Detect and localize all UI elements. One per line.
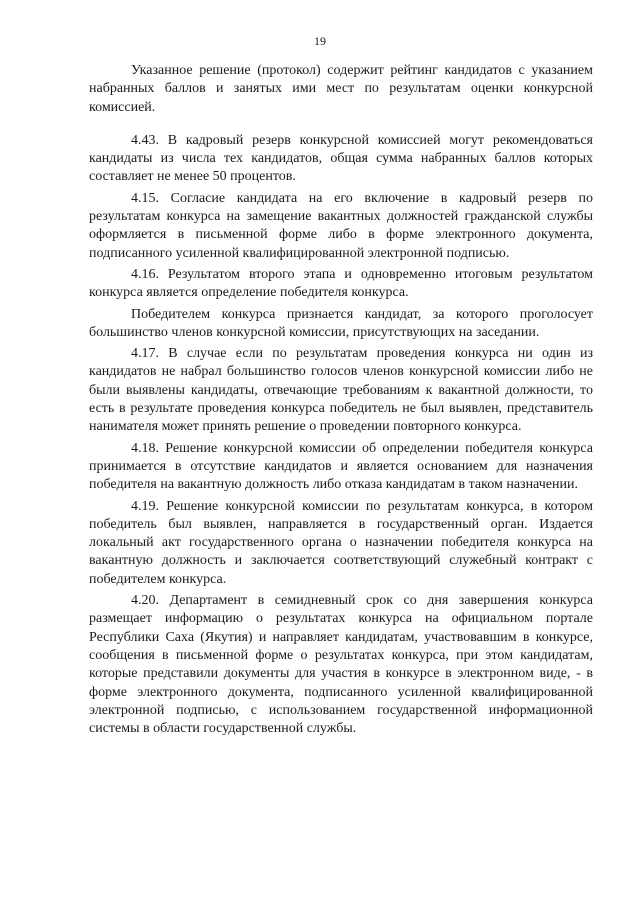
document-body	[89, 62, 593, 738]
paragraph-4-15: 4.15. Согласие кандидата на его включение в кадровый резерв по результатам конкурса на замещение вакантных должностей гражданской службы оформляется в письменной форме либо в форме электронного документа, подписанного усиленной квалифицированной электронной подписью.	[89, 190, 593, 261]
paragraph-4-16: 4.16. Результатом второго этапа и одновременно итоговым результатом конкурса является определение победителя конкурса.	[89, 266, 593, 301]
paragraph-4-18: 4.18. Решение конкурсной комиссии об определении победителя конкурса принимается в отсутствие кандидатов и является основанием для назначения победителя на вакантную должность либо отказа кандидатам в таком назначении.	[89, 440, 593, 493]
page-number: 19	[314, 34, 326, 48]
paragraph-4-20: 4.20. Департамент в семидневный срок со дня завершения конкурса размещает информацию о результатах конкурса на официальном портале Республики Саха (Якутия) и направляет кандидатам, участвовавшим в конкурсе, сообщения в письменной форме о результатах конкурса, при этом кандидатам, которые представили документы для участия в конкурсе в электронном виде, - в форме электронного документа, подписанного усиленной квалифицированной электронной подписью, с использованием государственной информационной системы в области государственной службы.	[89, 593, 593, 737]
paragraph-4-43: 4.43. В кадровый резерв конкурсной комиссией могут рекомендоваться кандидаты из числа тех кандидатов, общая сумма набранных баллов которых составляет не менее 50 процентов.	[89, 132, 593, 185]
paragraph-rating-protocol: Указанное решение (протокол) содержит рейтинг кандидатов с указанием набранных баллов и занятых ими мест по результатам оценки конкурсной комиссией.	[89, 63, 593, 115]
paragraph-4-19: 4.19. Решение конкурсной комиссии по результатам конкурса, в котором победитель был выявлен, направляется в государственный орган. Издается локальный акт государственного органа о назначении победителя конкурса на вакантную должность и заключается соответствующий служебный контракт с победителем конкурса.	[89, 498, 593, 587]
paragraph-4-17: 4.17. В случае если по результатам проведения конкурса ни один из кандидатов не набрал большинство голосов членов конкурсной комиссии либо не были выявлены кандидаты, отвечающие требованиям к вакантной должности, то есть в результате проведения конкурса победитель не был выявлен, представитель нанимателя может принять решение о проведении повторного конкурса.	[89, 346, 593, 435]
paragraph-winner-definition: Победителем конкурса признается кандидат, за которого проголосует большинство членов конкурсной комиссии, присутствующих на заседании.	[89, 306, 593, 340]
